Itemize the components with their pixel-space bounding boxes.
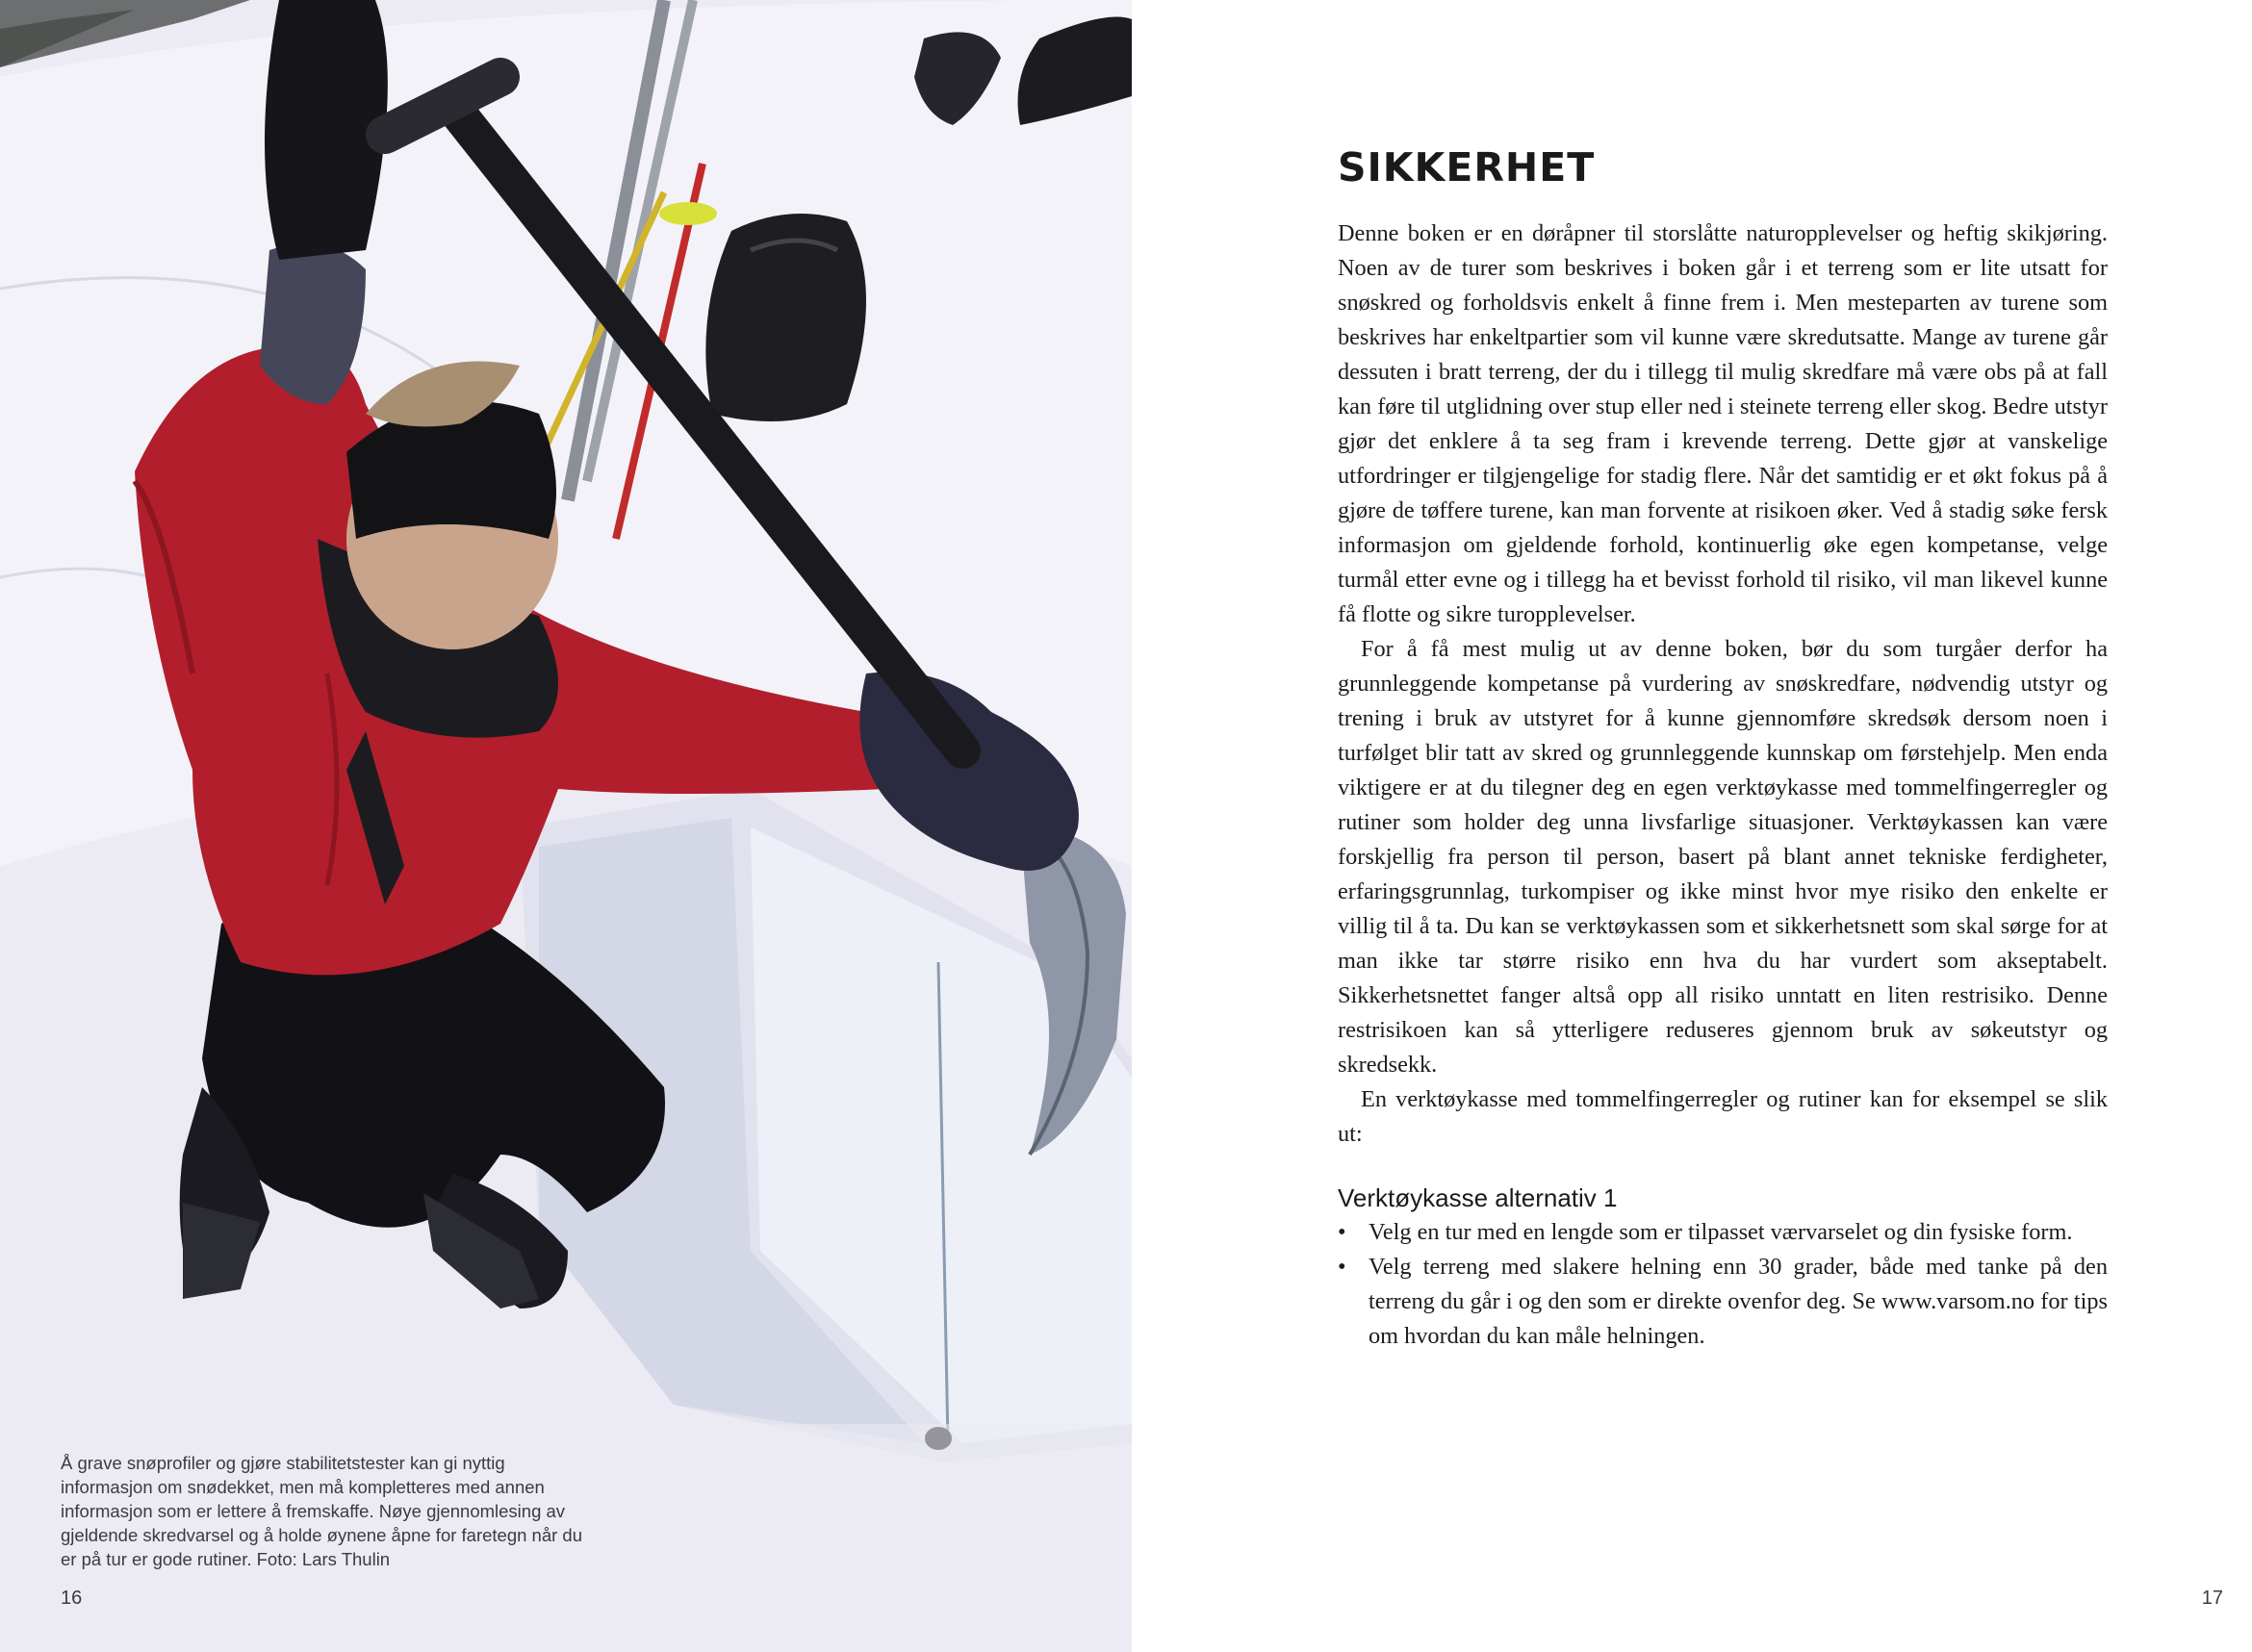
list-item-text: Velg en tur med en lengde som er tilpasset værvarselet og din fysiske form. [1369, 1219, 2073, 1245]
list-item [1338, 1250, 2108, 1354]
right-page [1132, 0, 2252, 1652]
body-text [1338, 216, 2108, 1354]
bullet-icon: • [1338, 1254, 1346, 1280]
paragraph: Denne boken er en døråpner til storslåtte naturopplevelser og heftig skikjøring. Noen av de turer som beskrives i boken går i et terreng som er lite utsatt for snøskred og forholdsvis enkelt å finne frem i. Men mesteparten av turene som beskrives har enkeltpartier som vil kunne være skredutsatte. Mange av turene går dessuten i bratt terreng, der du i tillegg til mulig skredfare må være obs på at fall kan føre til utglidning over stup eller ned i steinete terreng eller skog. Bedre utstyr gjør det enklere å ta seg fram i krevende terreng. Dette gjør at vanskelige utfordringer er tilgjengelige for stadig flere. Når det samtidig er et økt fokus på å gjøre de tøffere turene, kan man forvente at risikoen øker. Ved å stadig søke fersk informasjon om gjeldende forhold, kontinuerlig øke egen kompetanse, velge turmål etter evne og i tillegg ha et bevisst forhold til risiko, vil man likevel kunne få flotte og sikre turopplevelser. [1338, 220, 2108, 627]
list-item-text: Velg terreng med slakere helning enn 30 grader, både med tanke på den terreng du går i og den som er direkte ovenfor deg. Se www.varsom.no for tips om hvordan du kan måle helningen. [1369, 1254, 2108, 1349]
photo-caption: Å grave snøprofiler og gjøre stabilitetstester kan gi nyttig informasjon om snødekket, men må kompletteres med annen informasjon som er lettere å fremskaffe. Nøye gjennomlesing av gjeldende skredvarsel og å holde øynene åpne for faretegn når du er på tur er gode rutiner. Foto: Lars Thulin [61, 1453, 583, 1569]
paragraph: En verktøykasse med tommelfingerregler og rutiner kan for eksempel se slik ut: [1338, 1086, 2108, 1147]
bullet-icon: • [1338, 1219, 1346, 1245]
toolbox-subheading: Verktøykasse alternativ 1 [1338, 1183, 1618, 1212]
section-title: SIKKERHET [1338, 144, 1596, 191]
toolbox-list [1338, 1215, 2108, 1354]
paragraph: For å få mest mulig ut av denne boken, bør du som turgåer derfor ha grunnleggende kompetanse på vurdering av snøskredfare, nødvendig utstyr og trening i bruk av utstyret for å kunne gjennomføre skredsøk dersom noen i turfølget blir tatt av skred og grunnleggende kunnskap om førstehjelp. Men enda viktigere er at du tilegner deg en egen verktøykasse med tommelfingerregler og rutiner som holder deg unna livsfarlige situasjoner. Verktøykassen kan være forskjellig fra person til person, basert på blant annet tekniske ferdigheter, erfaringsgrunnlag, turkompiser og ikke minst hvor mye risiko den enkelte er villig til å ta. Du kan se verktøykassen som et sikkerhetsnett som skal sørge for at man ikke tar større risiko enn hva du har vurdert som akseptabelt. Sikkerhetsnettet fanger altså opp all risiko unntatt en liten restrisiko. Denne restrisikoen kan så ytterligere reduseres gjennom bruk av søkeutstyr og skredsekk. [1338, 636, 2108, 1078]
page-number-left: 16 [61, 1588, 83, 1609]
list-item [1338, 1215, 2108, 1250]
page-number-right: 17 [2201, 1588, 2223, 1609]
